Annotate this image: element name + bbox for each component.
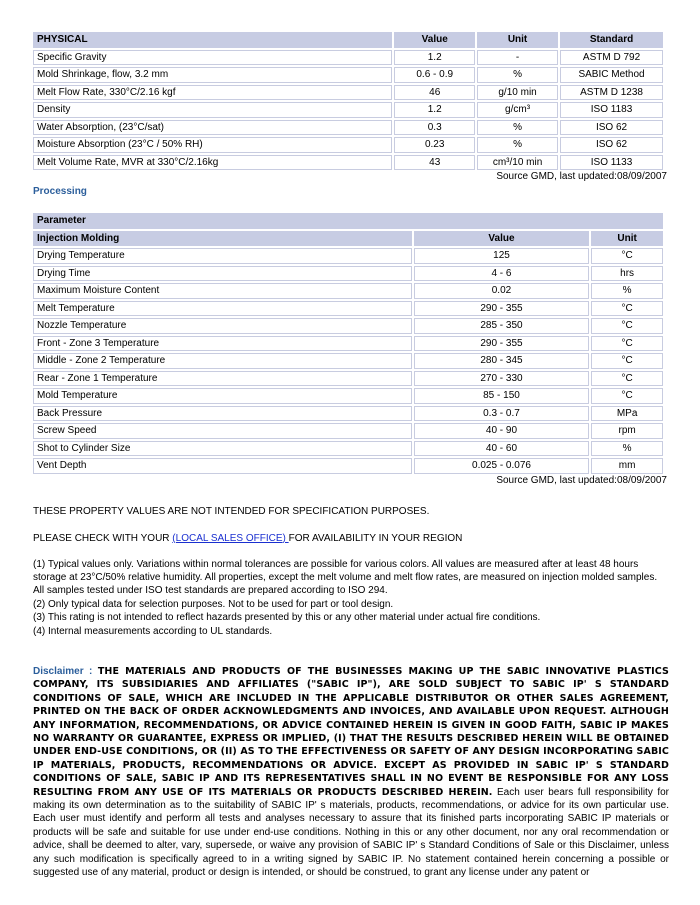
physical-cell-property: Melt Volume Rate, MVR at 330°C/2.16kg: [33, 155, 392, 171]
physical-cell-unit: -: [477, 50, 558, 66]
processing-cell-unit: hrs: [591, 266, 663, 282]
footnote-3: (3) This rating is not intended to reflect hazards presented by this or any other material under actual fire conditions.: [33, 612, 541, 624]
processing-cell-parameter: Melt Temperature: [33, 301, 412, 317]
processing-section-title: Processing: [33, 186, 87, 197]
table-row: [33, 406, 663, 422]
processing-cell-value: 270 - 330: [414, 371, 589, 387]
physical-cell-value: 0.3: [394, 120, 475, 136]
processing-source-note: Source GMD, last updated:08/09/2007: [496, 474, 667, 486]
physical-cell-property: Moisture Absorption (23°C / 50% RH): [33, 137, 392, 153]
table-row: [33, 371, 663, 387]
physical-cell-standard: ISO 62: [560, 120, 663, 136]
physical-cell-standard: ISO 1133: [560, 155, 663, 171]
processing-cell-parameter: Drying Temperature: [33, 248, 412, 264]
processing-cell-value: 85 - 150: [414, 388, 589, 404]
table-row: [33, 441, 663, 457]
table-row: [33, 155, 663, 171]
table-row: [33, 423, 663, 439]
processing-cell-unit: rpm: [591, 423, 663, 439]
table-row: [33, 336, 663, 352]
processing-cell-value: 125: [414, 248, 589, 264]
disclaimer-body-text: Each user bears full responsibility for making its own determination as to the suitability of SABIC IP' s materials, products, recommendations, or advice for its own particular use. Each user must identify and perform all tests and analyses necessary to assure that its finished parts incorporating SABIC IP materials or products will be safe and suitable for use under end-use conditions. Nothing in this or any other document, nor any oral recommendation or advice, shall be deemed to alter, vary, supersede, or waive any provision of SABIC IP' s Standard Conditions of Sale or this Disclaimer, unless any such modification is specifically agreed to in a writing signed by SABIC IP. No statement contained herein concerning a possible or suggested use of any material, product or design is intended, or should be construed, to grant any license under any patent or: [33, 786, 669, 879]
processing-cell-parameter: Maximum Moisture Content: [33, 283, 412, 299]
footnotes: [33, 558, 669, 638]
disclaimer-label: Disclaimer :: [33, 665, 98, 677]
physical-cell-property: Mold Shrinkage, flow, 3.2 mm: [33, 67, 392, 83]
table-row: [33, 353, 663, 369]
processing-cell-value: 0.025 - 0.076: [414, 458, 589, 474]
processing-cell-value: 0.02: [414, 283, 589, 299]
processing-cell-value: 290 - 355: [414, 336, 589, 352]
processing-cell-unit: °C: [591, 301, 663, 317]
table-row: [33, 85, 663, 101]
footnote-2: (2) Only typical data for selection purposes. Not to be used for part or tool design.: [33, 598, 394, 610]
processing-cell-parameter: Front - Zone 3 Temperature: [33, 336, 412, 352]
sales-office-suffix: FOR AVAILABILITY IN YOUR REGION: [288, 532, 463, 544]
physical-header-property: PHYSICAL: [33, 32, 392, 48]
physical-cell-value: 1.2: [394, 50, 475, 66]
physical-cell-property: Water Absorption, (23°C/sat): [33, 120, 392, 136]
disclaimer: [33, 665, 669, 880]
processing-cell-parameter: Mold Temperature: [33, 388, 412, 404]
physical-cell-value: 43: [394, 155, 475, 171]
table-row: [33, 458, 663, 474]
physical-rows: [33, 50, 663, 171]
processing-cell-value: 40 - 60: [414, 441, 589, 457]
table-row: [33, 318, 663, 334]
physical-cell-unit: %: [477, 137, 558, 153]
physical-cell-standard: ISO 62: [560, 137, 663, 153]
processing-cell-unit: °C: [591, 388, 663, 404]
processing-cell-unit: °C: [591, 336, 663, 352]
processing-cell-parameter: Screw Speed: [33, 423, 412, 439]
physical-cell-value: 46: [394, 85, 475, 101]
processing-rows: [33, 248, 663, 474]
spec-warning: THESE PROPERTY VALUES ARE NOT INTENDED FOR SPECIFICATION PURPOSES.: [33, 505, 430, 517]
table-row: [33, 266, 663, 282]
processing-cell-value: 0.3 - 0.7: [414, 406, 589, 422]
processing-cell-unit: °C: [591, 371, 663, 387]
processing-cell-value: 40 - 90: [414, 423, 589, 439]
processing-header-value: Value: [414, 231, 589, 247]
processing-cell-parameter: Nozzle Temperature: [33, 318, 412, 334]
footnote-1: (1) Typical values only. Variations within normal tolerances are possible for various colors. All values are measured after at least 48 hours storage at 23°C/50% relative humidity. All properties, except the melt volume and melt flow rates, are measured on injection molded samples. All samples tested under ISO test standards are prepared according to ISO 294.: [33, 558, 658, 597]
processing-header-parameter: Parameter: [33, 213, 663, 229]
processing-cell-value: 4 - 6: [414, 266, 589, 282]
physical-table: [31, 30, 665, 172]
physical-cell-property: Density: [33, 102, 392, 118]
physical-cell-value: 0.6 - 0.9: [394, 67, 475, 83]
table-row: [33, 50, 663, 66]
physical-cell-value: 0.23: [394, 137, 475, 153]
processing-cell-parameter: Back Pressure: [33, 406, 412, 422]
processing-cell-value: 280 - 345: [414, 353, 589, 369]
processing-cell-value: 290 - 355: [414, 301, 589, 317]
processing-cell-unit: %: [591, 441, 663, 457]
physical-header-standard: Standard: [560, 32, 663, 48]
table-row: [33, 120, 663, 136]
processing-cell-parameter: Shot to Cylinder Size: [33, 441, 412, 457]
physical-source-note: Source GMD, last updated:08/09/2007: [496, 171, 667, 182]
processing-cell-unit: °C: [591, 318, 663, 334]
processing-header-row-1: [33, 213, 663, 229]
processing-cell-unit: %: [591, 283, 663, 299]
footnote-4: (4) Internal measurements according to UL standards.: [33, 625, 273, 637]
physical-cell-unit: %: [477, 67, 558, 83]
table-row: [33, 388, 663, 404]
physical-cell-standard: ASTM D 1238: [560, 85, 663, 101]
physical-header-row: [33, 32, 663, 48]
table-row: [33, 137, 663, 153]
table-row: [33, 283, 663, 299]
disclaimer-caps-text: THE MATERIALS AND PRODUCTS OF THE BUSINESSES MAKING UP THE SABIC INNOVATIVE PLASTICS COMPANY, ITS SUBSIDIARIES AND AFFILIATES ("SABIC IP"), ARE SOLD SUBJECT TO SABIC IP' S STANDARD CONDITIONS OF SALE, WHICH ARE INCLUDED IN THE APPLICABLE DISTRIBUTOR OR OTHER SALES AGREEMENT, PRINTED ON THE BACK OF ORDER ACKNOWLEDGMENTS AND INVOICES, AND AVAILABLE UPON REQUEST. ALTHOUGH ANY INFORMATION, RECOMMENDATIONS, OR ADVICE CONTAINED HEREIN IS GIVEN IN GOOD FAITH, SABIC IP MAKES NO WARRANTY OR GUARANTEE, EXPRESS OR IMPLIED, (I) THAT THE RESULTS DESCRIBED HEREIN WILL BE OBTAINED UNDER END-USE CONDITIONS, OR (II) AS TO THE EFFECTIVENESS OR SAFETY OF ANY DESIGN INCORPORATING SABIC IP MATERIALS, PRODUCTS, RECOMMENDATIONS OR ADVICE. EXCEPT AS PROVIDED IN SABIC IP' S STANDARD CONDITIONS OF SALE, SABIC IP AND ITS REPRESENTATIVES SHALL IN NO EVENT BE RESPONSIBLE FOR ANY LOSS RESULTING FROM ANY USE OF ITS MATERIALS OR PRODUCTS DESCRIBED HEREIN.: [33, 665, 669, 798]
physical-cell-unit: g/10 min: [477, 85, 558, 101]
physical-cell-property: Specific Gravity: [33, 50, 392, 66]
physical-header-unit: Unit: [477, 32, 558, 48]
physical-cell-standard: ASTM D 792: [560, 50, 663, 66]
processing-cell-parameter: Middle - Zone 2 Temperature: [33, 353, 412, 369]
table-row: [33, 67, 663, 83]
processing-cell-parameter: Rear - Zone 1 Temperature: [33, 371, 412, 387]
processing-header-injection-molding: Injection Molding: [33, 231, 412, 247]
physical-cell-unit: cm³/10 min: [477, 155, 558, 171]
local-sales-office-link[interactable]: (LOCAL SALES OFFICE): [172, 532, 289, 544]
physical-cell-value: 1.2: [394, 102, 475, 118]
table-row: [33, 301, 663, 317]
processing-header-unit: Unit: [591, 231, 663, 247]
table-row: [33, 102, 663, 118]
physical-cell-standard: ISO 1183: [560, 102, 663, 118]
processing-header-row-2: [33, 231, 663, 247]
table-row: [33, 248, 663, 264]
sales-office-prefix: PLEASE CHECK WITH YOUR: [33, 532, 173, 544]
physical-cell-unit: g/cm³: [477, 102, 558, 118]
physical-cell-unit: %: [477, 120, 558, 136]
processing-table: [31, 211, 665, 476]
processing-cell-unit: mm: [591, 458, 663, 474]
processing-cell-unit: °C: [591, 248, 663, 264]
physical-cell-property: Melt Flow Rate, 330°C/2.16 kgf: [33, 85, 392, 101]
processing-cell-unit: MPa: [591, 406, 663, 422]
sales-office-line: [33, 532, 667, 545]
processing-cell-parameter: Drying Time: [33, 266, 412, 282]
physical-cell-standard: SABIC Method: [560, 67, 663, 83]
physical-header-value: Value: [394, 32, 475, 48]
processing-cell-unit: °C: [591, 353, 663, 369]
processing-cell-parameter: Vent Depth: [33, 458, 412, 474]
processing-cell-value: 285 - 350: [414, 318, 589, 334]
